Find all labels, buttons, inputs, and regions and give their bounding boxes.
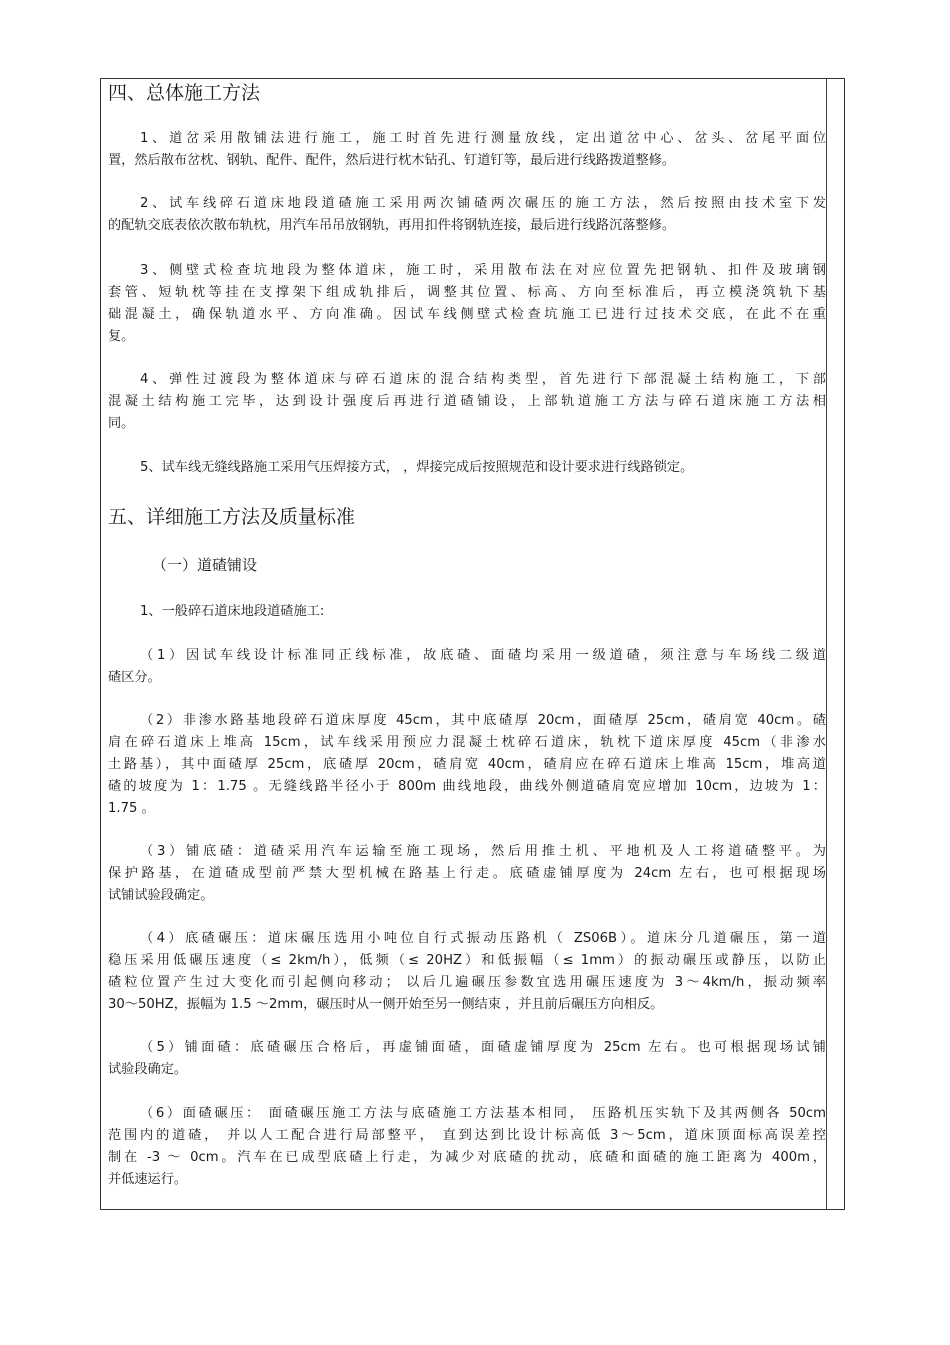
- item-heading: [108, 601, 826, 623]
- text-line: 同。: [108, 416, 135, 431]
- section-5-heading: 五、详细施工方法及质量标准: [108, 506, 356, 528]
- text-line: 肩在碎石道床上堆高 15cm，试车线采用预应力混凝土枕碎石道床，轨枕下道床厚度 45cm（非渗水: [108, 735, 826, 750]
- text-line: （5）铺面碴：底碴碾压合格后，再虚铺面碴，面碴虚铺厚度为 25cm 左右。也可根据现场试铺: [140, 1040, 826, 1055]
- section-4-item-2: [108, 193, 826, 237]
- text-line: 土路基），其中面碴厚 25cm，底碴厚 20cm，碴肩宽 40cm，碴肩应在碎石道床上堆高 15cm，堆高道: [108, 757, 826, 772]
- text-line: （4）底碴碾压：道床碾压选用小吨位自行式振动压路机（ ZS06B）。道床分几道碾压，第一道: [140, 931, 826, 946]
- text-line: 置，然后散布岔枕、钢轨、配件、配件，然后进行枕木钻孔、钉道钉等，最后进行线路拨道整修。: [108, 153, 676, 168]
- text-line: 范围内的道碴， 并以人工配合进行局部整平， 直到达到比设计标高低 3～5cm，道床顶面标高误差控: [108, 1128, 826, 1143]
- text-line: （3）铺底碴：道碴采用汽车运输至施工现场，然后用推土机、平地机及人工将道碴整平。为: [140, 844, 826, 859]
- text-line: 稳压采用低碾压速度（≤ 2km/h），低频（≤ 20HZ）和低振幅（≤ 1mm）的振动碾压或静压，以防止: [108, 953, 826, 968]
- text-line: 试验段确定。: [108, 1062, 188, 1077]
- text-line: 5、试车线无缝线路施工采用气压焊接方式， ，焊接完成后按照规范和设计要求进行线路锁定。: [140, 460, 694, 475]
- section-4-item-1: [108, 128, 826, 172]
- text-line: 础混凝土，确保轨道水平、方向准确。因试车线侧壁式检查坑施工已进行过技术交底，在此不在重: [108, 307, 826, 322]
- paragraph-4: [108, 928, 826, 1016]
- text-line: （2）非渗水路基地段碎石道床厚度 45cm，其中底碴厚 20cm，面碴厚 25cm，碴肩宽 40cm。碴: [140, 713, 826, 728]
- text-line: 1、一般碎石道床地段道碴施工:: [140, 604, 325, 619]
- frame-inner-rule: [826, 78, 827, 1210]
- text-line: 碴区分。: [108, 670, 161, 685]
- subsection-heading: （一）道碴铺设: [152, 556, 258, 574]
- paragraph-2: [108, 710, 826, 820]
- section-4-item-3: [108, 260, 826, 348]
- text-line: 2、试车线碎石道床地段道碴施工采用两次铺碴两次碾压的施工方法，然后按照由技术室下发: [140, 196, 826, 211]
- section-4-item-4: [108, 369, 826, 435]
- text-line: 套管、短轨枕等挂在支撑架下组成轨排后，调整其位置、标高、方向至标准后，再立模浇筑轨下基: [108, 285, 826, 300]
- paragraph-3: [108, 841, 826, 907]
- text-line: 碴的坡度为 1：1.75 。无缝线路半径小于 800m 曲线地段，曲线外侧道碴肩宽应增加 10cm，边坡为 1：: [108, 779, 826, 794]
- section-4-item-5: [108, 457, 826, 479]
- text-line: 试铺试验段确定。: [108, 888, 214, 903]
- section-4-heading: 四、总体施工方法: [108, 82, 261, 104]
- paragraph-1: [108, 645, 826, 689]
- text-line: 3、侧壁式检查坑地段为整体道床，施工时，采用散布法在对应位置先把钢轨、扣件及玻璃钢: [140, 263, 826, 278]
- text-line: 1.75 。: [108, 801, 155, 816]
- text-line: （6）面碴碾压： 面碴碾压施工方法与底碴施工方法基本相同， 压路机压实轨下及其两侧各 50cm: [140, 1106, 826, 1121]
- text-line: 的配轨交底表依次散布轨枕，用汽车吊吊放钢轨，再用扣件将钢轨连接，最后进行线路沉落整修。: [108, 218, 676, 233]
- paragraph-6: [108, 1103, 826, 1191]
- text-line: （1）因试车线设计标准同正线标准，故底碴、面碴均采用一级道碴，须注意与车场线二级道: [140, 648, 826, 663]
- text-line: 1、道岔采用散铺法进行施工，施工时首先进行测量放线，定出道岔中心、岔头、岔尾平面位: [140, 131, 826, 146]
- text-line: 碴粒位置产生过大变化而引起侧向移动； 以后几遍碾压参数宜选用碾压速度为 3～4km/h，振动频率: [108, 975, 826, 990]
- text-line: 制在 -3 ～ 0cm。汽车在已成型底碴上行走，为减少对底碴的扰动，底碴和面碴的施工距离为 400m，: [108, 1150, 826, 1165]
- text-line: 4、弹性过渡段为整体道床与碎石道床的混合结构类型，首先进行下部混凝土结构施工，下部: [140, 372, 826, 387]
- paragraph-5: [108, 1037, 826, 1081]
- text-line: 30～50HZ，振幅为 1.5 ～2mm，碾压时从一侧开始至另一侧结束 ，并且前后碾压方向相反。: [108, 997, 664, 1012]
- text-line: 复。: [108, 329, 135, 344]
- text-line: 混凝土结构施工完毕，达到设计强度后再进行道碴铺设，上部轨道施工方法与碎石道床施工方法相: [108, 394, 826, 409]
- text-line: 保护路基，在道碴成型前严禁大型机械在路基上行走。底碴虚铺厚度为 24cm 左右，也可根据现场: [108, 866, 826, 881]
- text-line: 并低速运行。: [108, 1172, 188, 1187]
